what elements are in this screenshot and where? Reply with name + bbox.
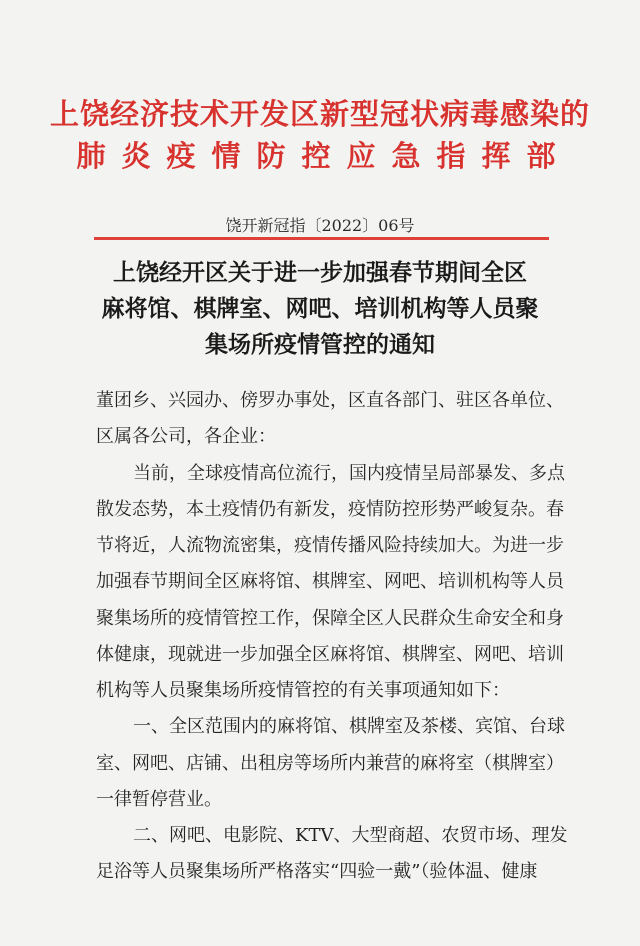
paragraph-line: 节将近，人流物流密集，疫情传播风险持续加大。为进一步 — [96, 535, 564, 556]
red-divider-line — [94, 237, 549, 240]
notice-title-line-3: 集场所疫情管控的通知 — [205, 331, 435, 358]
issuer-header-line-2: 肺炎疫情防控应急指挥部 — [76, 139, 572, 173]
paragraph-line: 当前，全球疫情高位流行，国内疫情呈局部暴发、多点 — [133, 463, 565, 484]
paragraph-line: 加强春节期间全区麻将馆、棋牌室、网吧、培训机构等人员 — [96, 571, 564, 592]
paragraph-line: 足浴等人员聚集场所严格落实“四验一戴”（验体温、健康 — [96, 861, 538, 882]
document-number: 饶开新冠指〔2022〕06号 — [225, 216, 415, 235]
addressee-line-2: 区属各公司，各企业： — [96, 426, 276, 447]
paragraph-line: 聚集场所的疫情管控工作，保障全区人民群众生命安全和身 — [96, 608, 564, 629]
paragraph-line: 散发态势，本土疫情仍有新发，疫情防控形势严峻复杂。春 — [96, 499, 564, 520]
paragraph-line: 室、网吧、店铺、出租房等场所内兼营的麻将室（棋牌室） — [96, 753, 564, 774]
paragraph-line: 二、网吧、电影院、KTV、大型商超、农贸市场、理发 — [133, 825, 568, 846]
addressee-line-1: 董团乡、兴园办、傍罗办事处，区直各部门、驻区各单位、 — [96, 390, 564, 411]
paragraph-line: 一律暂停营业。 — [96, 789, 222, 810]
notice-title-line-1: 上饶经开区关于进一步加强春节期间全区 — [113, 259, 527, 286]
issuer-header-line-1: 上饶经济技术开发区新型冠状病毒感染的 — [49, 97, 590, 131]
paragraph-line: 机构等人员聚集场所疫情管控的有关事项通知如下： — [96, 680, 510, 701]
notice-title-line-2: 麻将馆、棋牌室、网吧、培训机构等人员聚 — [101, 295, 539, 322]
paragraph-line: 体健康，现就进一步加强全区麻将馆、棋牌室、网吧、培训 — [96, 644, 564, 665]
paragraph-line: 一、全区范围内的麻将馆、棋牌室及茶楼、宾馆、台球 — [133, 716, 565, 737]
